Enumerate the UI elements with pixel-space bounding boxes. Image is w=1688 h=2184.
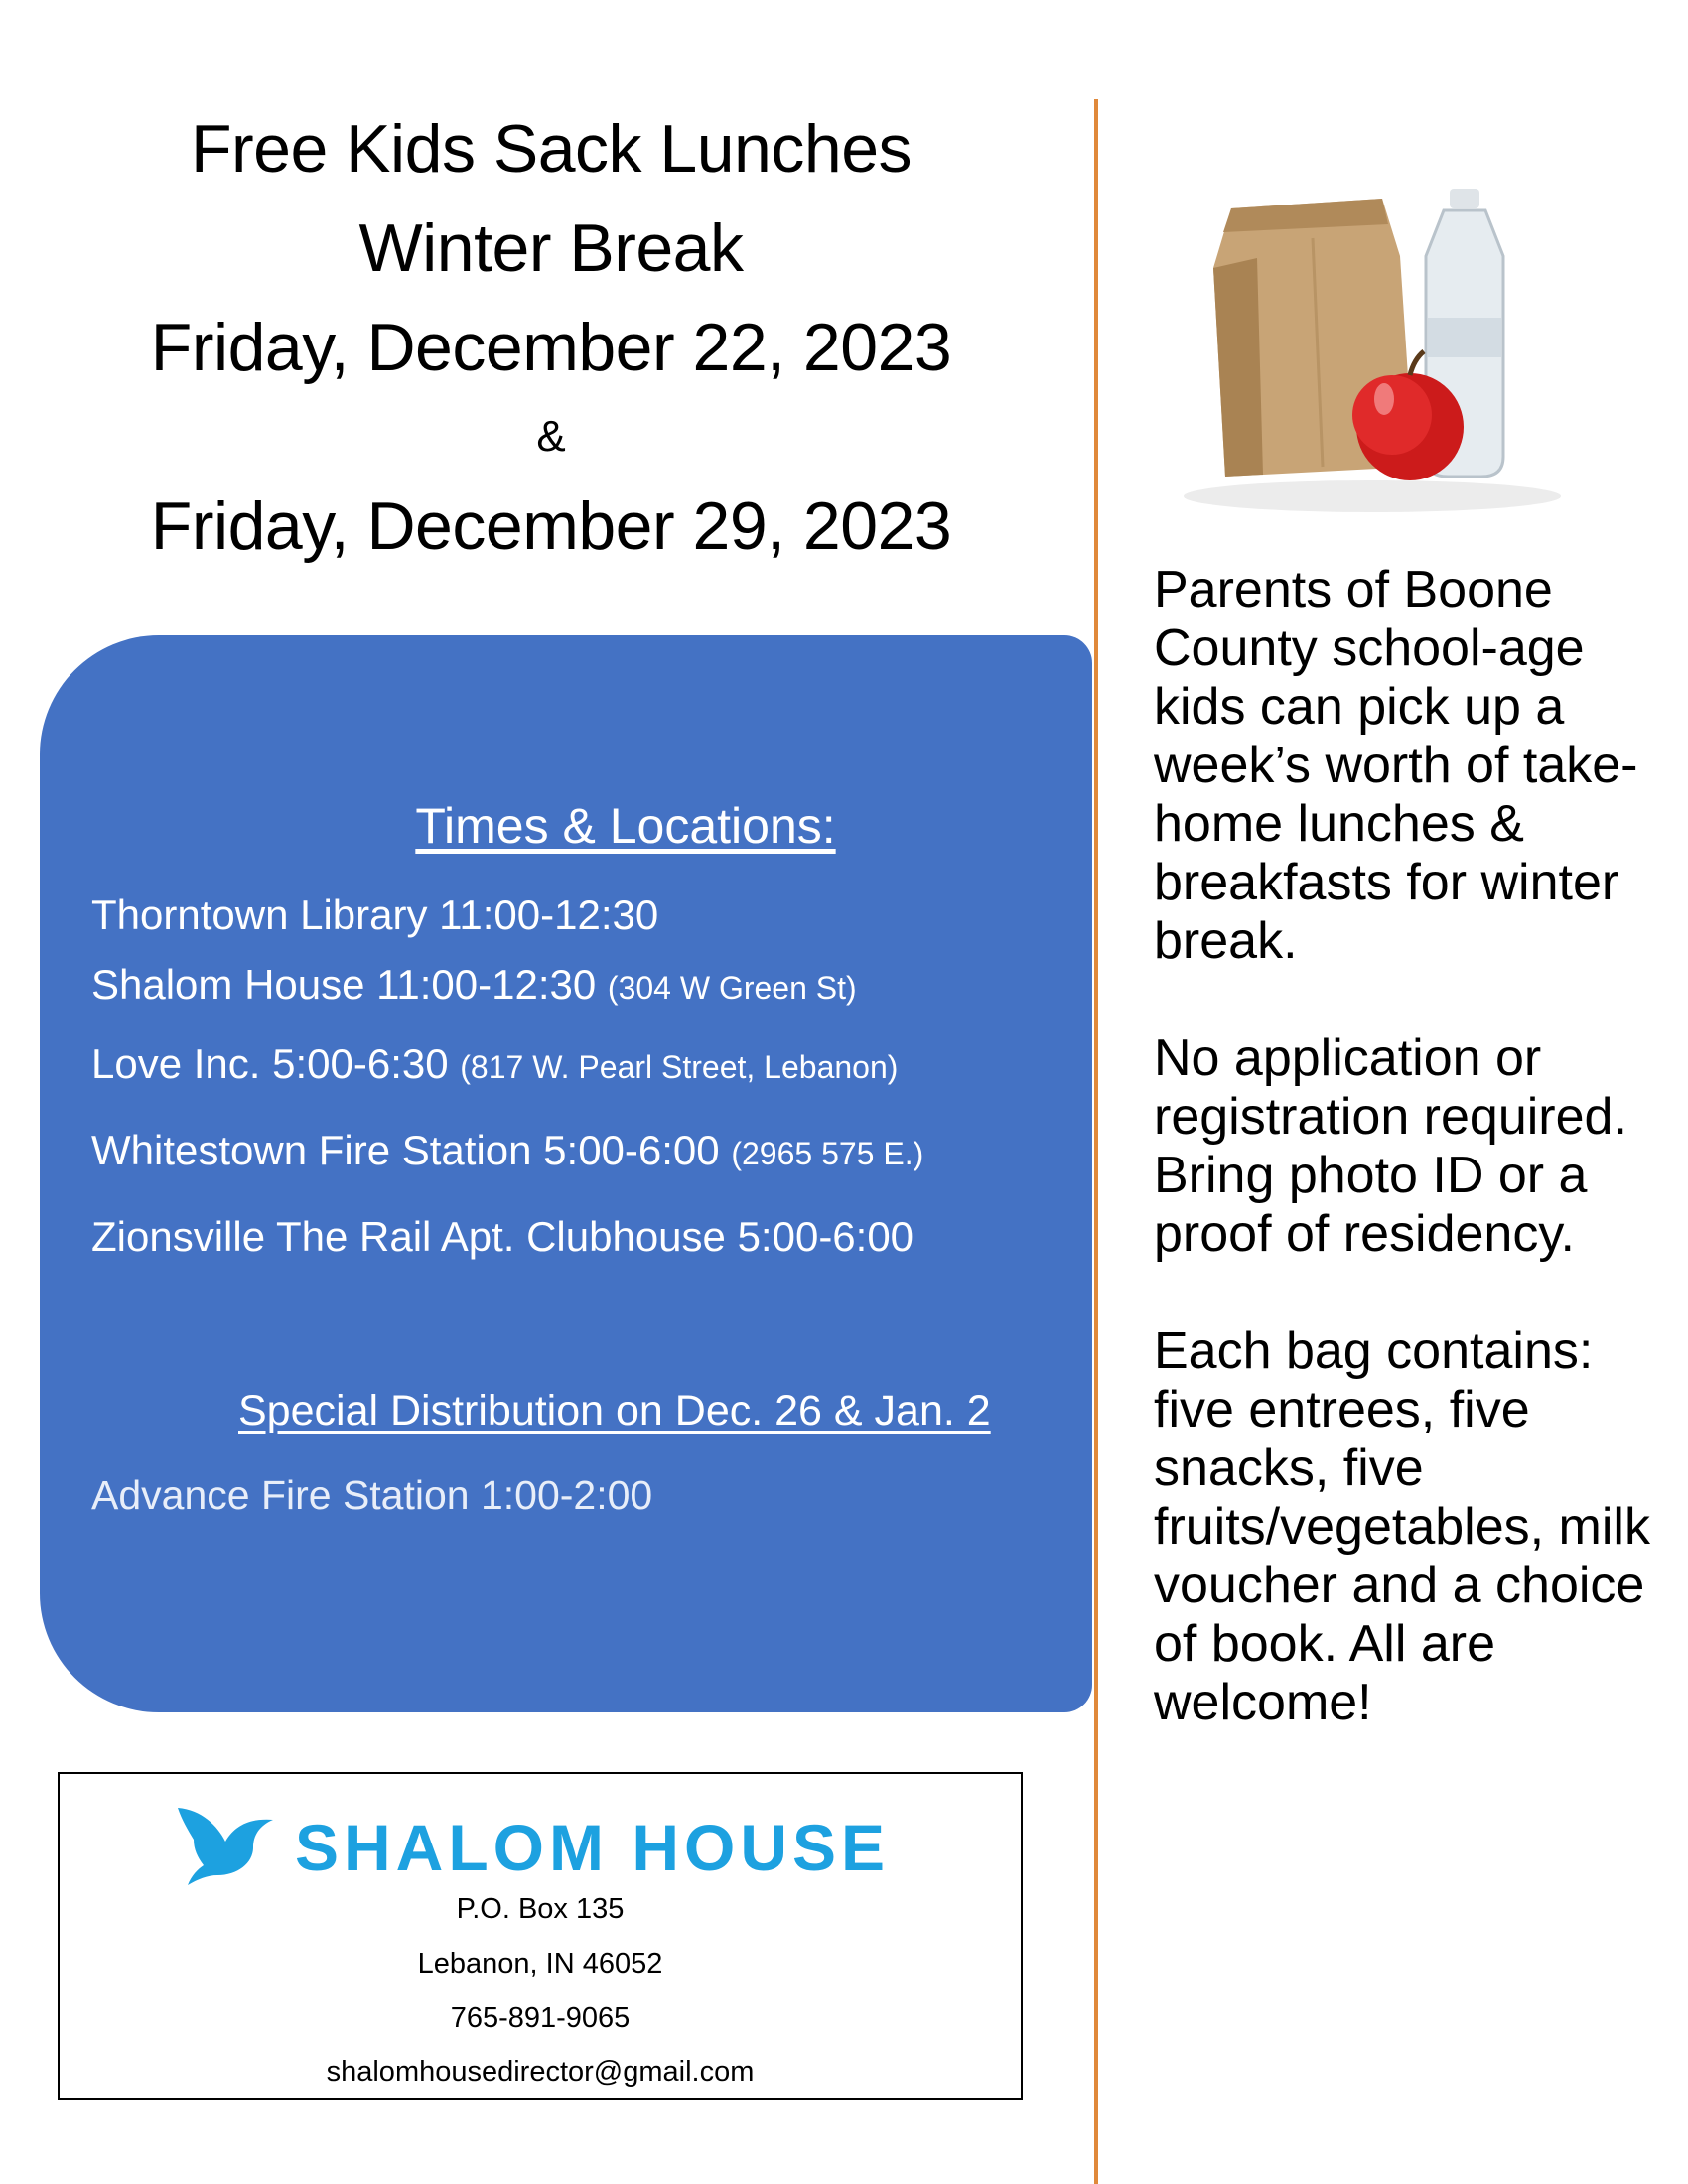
contact-card [58, 1772, 1023, 2100]
location-item [91, 1127, 923, 1174]
date-ampersand: & [536, 412, 566, 461]
location-item [91, 1213, 914, 1261]
date-second: Friday, December 29, 2023 [150, 488, 952, 564]
phone-number: 765-891-9065 [450, 2002, 631, 2034]
flyer-title-block [60, 99, 1043, 576]
location-item [91, 961, 857, 1009]
po-box: P.O. Box 135 [456, 1893, 625, 1925]
special-distribution-heading: Special Distribution on Dec. 26 & Jan. 2 [238, 1387, 991, 1434]
locations-panel [40, 635, 1092, 1712]
locations-heading: Times & Locations: [415, 798, 836, 854]
location-name: Zionsville The Rail Apt. Clubhouse 5:00-6:00 [91, 1213, 914, 1260]
location-address: (2965 575 E.) [731, 1136, 924, 1171]
location-item [91, 1040, 898, 1088]
vertical-divider [1094, 99, 1098, 2184]
location-address: (304 W Green St) [607, 970, 857, 1006]
info-column [1154, 561, 1680, 1791]
special-distribution-location: Advance Fire Station 1:00-2:00 [91, 1472, 653, 1518]
dove-icon [174, 1796, 278, 1885]
location-address: (817 W. Pearl Street, Lebanon) [460, 1049, 899, 1085]
location-name: Thorntown Library 11:00-12:30 [91, 891, 659, 938]
location-name: Shalom House 11:00-12:30 [91, 961, 597, 1008]
location-name: Love Inc. 5:00-6:30 [91, 1040, 449, 1087]
eligibility-paragraph: Parents of Boone County school-age kids can pick up a week’s worth of take-home lunches & breakfasts for winter break. [1154, 561, 1638, 970]
email-address: shalomhousedirector@gmail.com [326, 2056, 755, 2088]
date-first: Friday, December 22, 2023 [150, 310, 952, 385]
sack-lunch-photo [1154, 129, 1561, 536]
requirements-paragraph: No application or registration required. Bring photo ID or a proof of residency. [1154, 1029, 1627, 1263]
flyer-title: Free Kids Sack Lunches [190, 111, 913, 187]
location-item [91, 891, 658, 939]
city-state-zip: Lebanon, IN 46052 [417, 1948, 663, 1979]
flyer-subtitle: Winter Break [358, 210, 744, 286]
logo-wordmark: SHALOM HOUSE [295, 1811, 891, 1884]
location-name: Whitestown Fire Station 5:00-6:00 [91, 1127, 720, 1173]
bag-contents-paragraph: Each bag contains: five entrees, five snacks, five fruits/vegetables, milk voucher and a choice of book. All are welcome! [1154, 1322, 1650, 1731]
organization-logo [174, 1796, 928, 1885]
